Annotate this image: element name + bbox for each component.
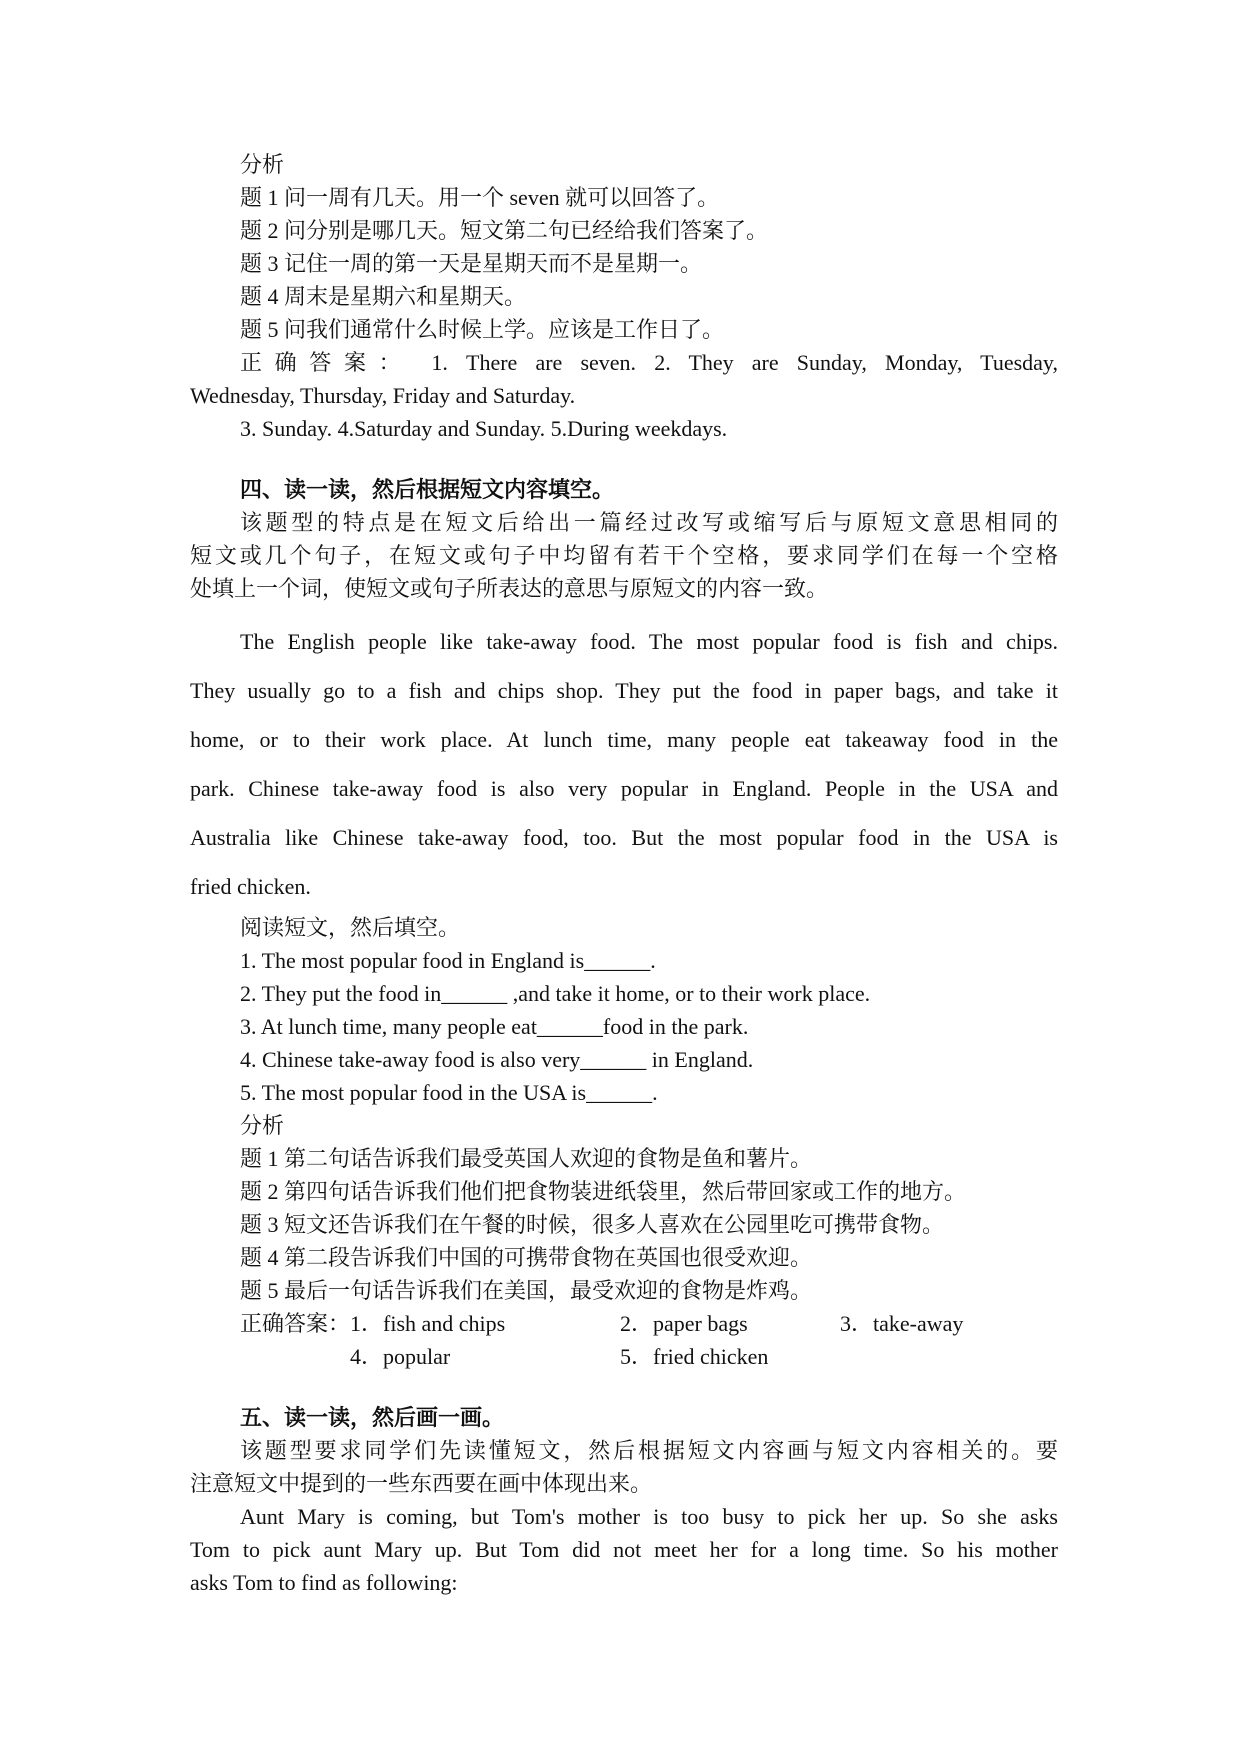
passage-line: home, or to their work place. At lunch time, many people eat takeaway food in the <box>190 727 1058 752</box>
question: 1. The most popular food in England is______. <box>240 948 656 973</box>
intro-line: 短文或几个句子，在短文或句子中均留有若干个空格，要求同学们在每一个空格 <box>190 543 1058 568</box>
analysis-item: 题 1 问一周有几天。用一个 seven 就可以回答了。 <box>240 185 720 210</box>
analysis-item: 题 3 短文还告诉我们在午餐的时候，很多人喜欢在公园里吃可携带食物。 <box>240 1212 945 1237</box>
answer-item: 1．fish and chips <box>350 1311 506 1336</box>
answer-item: 4．popular <box>350 1344 451 1369</box>
answer-item: 3．take-away <box>840 1311 964 1336</box>
reading-passage <box>190 617 1058 911</box>
passage-line: They usually go to a fish and chips shop. They put the food in paper bags, and take it <box>190 678 1058 703</box>
analysis-item: 题 1 第二句话告诉我们最受英国人欢迎的食物是鱼和薯片。 <box>240 1146 813 1171</box>
analysis-label: 分析 <box>240 152 285 177</box>
analysis-item: 题 5 问我们通常什么时候上学。应该是工作日了。 <box>240 317 725 342</box>
section-heading: 五、读一读，然后画一画。 <box>240 1405 505 1430</box>
analysis-item: 题 2 问分别是哪几天。短文第二句已经给我们答案了。 <box>240 218 769 243</box>
answer-item: 5．fried chicken <box>620 1344 769 1369</box>
question: 3. At lunch time, many people eat______food in the park. <box>240 1014 749 1039</box>
answer-line: 正确答案： 1. There are seven. 2. They are Sunday, Monday, Tuesday, <box>240 350 1058 375</box>
passage-line: Tom to pick aunt Mary up. But Tom did not meet her for a long time. So his mother <box>190 1537 1058 1562</box>
instruction: 阅读短文，然后填空。 <box>240 915 461 940</box>
passage-line: park. Chinese take-away food is also very popular in England. People in the USA and <box>190 776 1058 801</box>
page-content <box>190 148 1058 1599</box>
passage-line: fried chicken. <box>190 874 311 899</box>
question: 2. They put the food in______ ,and take it home, or to their work place. <box>240 981 871 1006</box>
answer-item: 2．paper bags <box>620 1311 748 1336</box>
intro-line: 该题型要求同学们先读懂短文，然后根据短文内容画与短文内容相关的。要 <box>240 1438 1058 1463</box>
analysis-label: 分析 <box>240 1113 285 1138</box>
section-heading: 四、读一读，然后根据短文内容填空。 <box>240 477 615 502</box>
analysis-item: 题 4 周末是星期六和星期天。 <box>240 284 527 309</box>
passage-line: Aunt Mary is coming, but Tom's mother is too busy to pick her up. So she asks <box>240 1504 1058 1529</box>
intro-line: 该题型的特点是在短文后给出一篇经过改写或缩写后与原短文意思相同的 <box>240 510 1058 535</box>
answer-line: Wednesday, Thursday, Friday and Saturday. <box>190 383 576 408</box>
question: 4. Chinese take-away food is also very______ in England. <box>240 1047 754 1072</box>
passage-line: The English people like take-away food. The most popular food is fish and chips. <box>240 629 1058 654</box>
answer-row <box>190 1340 1058 1373</box>
passage-line: Australia like Chinese take-away food, too. But the most popular food in the USA is <box>190 825 1058 850</box>
analysis-item: 题 2 第四句话告诉我们他们把食物装进纸袋里，然后带回家或工作的地方。 <box>240 1179 967 1204</box>
analysis-item: 题 5 最后一句话告诉我们在美国，最受欢迎的食物是炸鸡。 <box>240 1278 813 1303</box>
answer-label: 正确答案： <box>240 1311 351 1336</box>
answer-row <box>190 1307 1058 1340</box>
intro-line: 注意短文中提到的一些东西要在画中体现出来。 <box>190 1471 653 1496</box>
analysis-item: 题 4 第二段告诉我们中国的可携带食物在英国也很受欢迎。 <box>240 1245 813 1270</box>
question: 5. The most popular food in the USA is______. <box>240 1080 658 1105</box>
answer-line: 3. Sunday. 4.Saturday and Sunday. 5.During weekdays. <box>240 416 728 441</box>
passage-line: asks Tom to find as following: <box>190 1570 458 1595</box>
intro-line: 处填上一个词，使短文或句子所表达的意思与原短文的内容一致。 <box>190 576 829 601</box>
analysis-item: 题 3 记住一周的第一天是星期天而不是星期一。 <box>240 251 703 276</box>
